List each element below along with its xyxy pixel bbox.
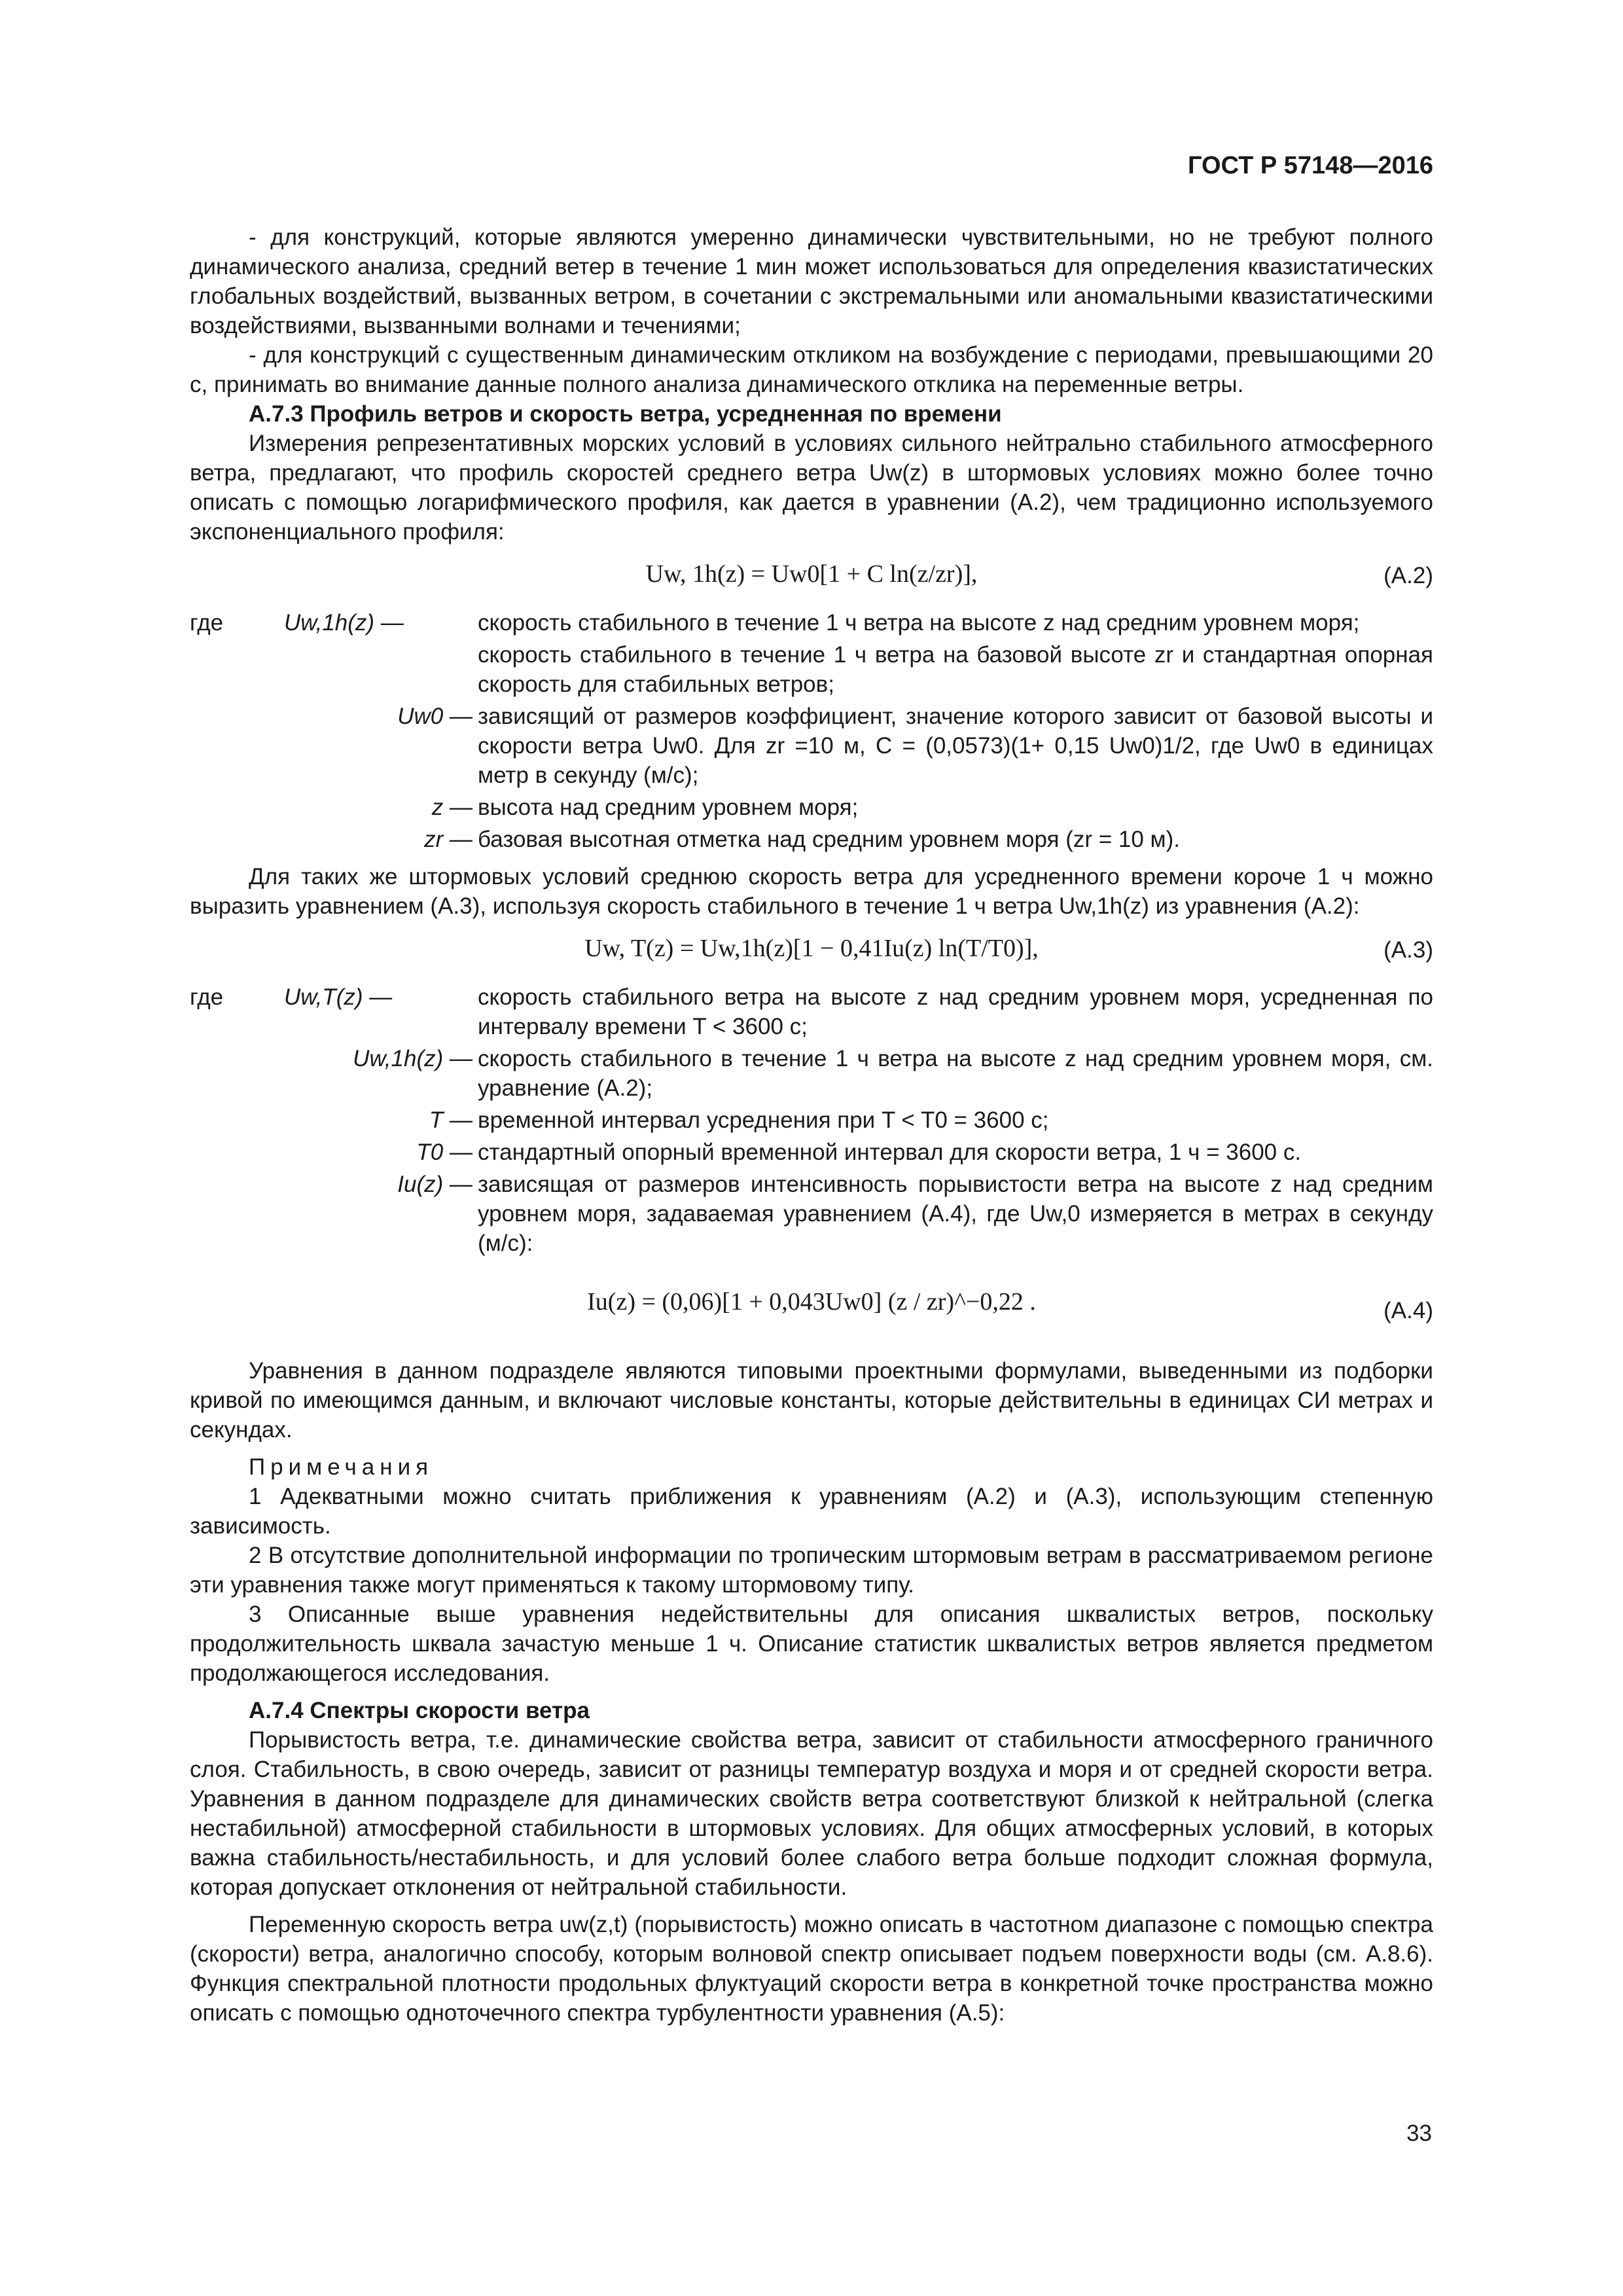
- where-text: скорость стабильного ветра на высоте z над средним уровнем моря, усредненная по интервалу времени T < 3600 с;: [478, 984, 1433, 1039]
- where-entry: [190, 982, 1433, 1041]
- where-prefix: [190, 1138, 281, 1167]
- where-text: скорость стабильного в течение 1 ч ветра на высоте z над средним уровнем моря;: [478, 610, 1360, 636]
- where-symbol: Uw,T(z) —: [284, 984, 393, 1010]
- where-prefix: [190, 825, 281, 854]
- where-text: скорость стабильного в течение 1 ч ветра на высоте z над средним уровнем моря, см. уравнение (А.2);: [478, 1046, 1433, 1101]
- paragraph: Уравнения в данном подразделе являются типовыми проектными формулами, выведенными из подборки кривой по имеющимся данным, и включают числовые константы, которые действительны в единицах СИ метрах и секундах.: [190, 1358, 1433, 1443]
- where-text: базовая высотная отметка над средним уровнем моря (zr = 10 м).: [478, 827, 1180, 852]
- note-item: 3 Описанные выше уравнения недействительны для описания шквалистых ветров, поскольку продолжительность шквала зачастую меньше 1 ч. Описание статистик шквалистых ветров является предметом продолжающегося исследования.: [190, 1602, 1433, 1686]
- where-entry: [190, 1138, 1433, 1167]
- equation-number: (А.2): [1383, 563, 1433, 588]
- intro-paragraph: - для конструкций, которые являются умеренно динамически чувствительными, но не требуют полного динамического анализа, средний ветер в течение 1 мин может использоваться для определения квазистатических глобальных воздействий, вызванных ветром, в сочетании с экстремальными или аномальными квазистатическими воздействиями, вызванными волнами и течениями;: [190, 224, 1433, 338]
- where-text: скорость стабильного в течение 1 ч ветра на базовой высоте zr и стандартная опорная скорость для стабильных ветров;: [478, 642, 1433, 697]
- paragraph: Для таких же штормовых условий среднюю скорость ветра для усредненного времени короче 1 ч можно выразить уравнением (А.3), используя скорость стабильного в течение 1 ч ветра Uw,1h(z) из уравнения (А.2):: [190, 864, 1433, 919]
- where-prefix: [190, 1170, 281, 1258]
- where-prefix: [190, 1105, 281, 1135]
- section-heading-a74: А.7.4 Спектры скорости ветра: [249, 1698, 590, 1723]
- where-text: зависящий от размеров коэффициент, значение которого зависит от базовой высоты и скорости ветра Uw0. Для zr =10 м, C = (0,0573)(1+ 0,15 Uw0)1/2, где Uw0 в единицах метр в секунду (м/с);: [478, 704, 1433, 788]
- where-entry: [190, 1044, 1433, 1103]
- where-text: зависящая от размеров интенсивность порывистости ветра на высоте z над средним уровнем моря, задаваемая уравнением (А.4), где Uw,0 измеряется в метрах в секунду (м/с):: [478, 1172, 1433, 1256]
- where-symbol: [281, 640, 478, 699]
- equation-number: (А.4): [1383, 1298, 1433, 1323]
- where-text: временной интервал усреднения при T < T0 = 3600 с;: [478, 1107, 1049, 1133]
- equation-a4: [190, 1258, 1433, 1356]
- where-entry: [190, 1105, 1433, 1135]
- where-symbol: Uw0 —: [397, 704, 473, 729]
- where-prefix: [190, 793, 281, 822]
- where-prefix: [190, 702, 281, 790]
- where-prefix: [190, 640, 281, 699]
- where-prefix: где: [190, 984, 224, 1010]
- equation-number: (А.3): [1383, 937, 1433, 963]
- section-heading-a73: А.7.3 Профиль ветров и скорость ветра, усредненная по времени: [249, 401, 1002, 427]
- equation-formula: Uw, 1h(z) = Uw0[1 + C ln(z/zr)],: [645, 560, 978, 588]
- paragraph: Измерения репрезентативных морских условий в условиях сильного нейтрально стабильного атмосферного ветра, предлагают, что профиль скоростей среднего ветра Uw(z) в штормовых условиях можно более точно описать с помощью логарифмического профиля, как дается в уравнении (А.2), чем традиционно используемого экспоненциального профиля:: [190, 431, 1433, 545]
- where-symbol: z —: [431, 795, 473, 820]
- equation-a3: [190, 921, 1433, 980]
- where-entry: [190, 825, 1433, 854]
- equation-formula: Uw, T(z) = Uw,1h(z)[1 − 0,41Iu(z) ln(T/T0)],: [584, 935, 1039, 962]
- equation-formula: Iu(z) = (0,06)[1 + 0,043Uw0] (z / zr)^−0,22 .: [587, 1288, 1036, 1316]
- where-symbol: Iu(z) —: [397, 1172, 473, 1197]
- note-item: 1 Адекватными можно считать приближения к уравнениям (А.2) и (А.3), использующим степенную зависимость.: [190, 1484, 1433, 1539]
- where-entry: [190, 793, 1433, 822]
- where-symbol: Uw,1h(z) —: [353, 1046, 473, 1071]
- paragraph: Переменную скорость ветра uw(z,t) (порывистость) можно описать в частотном диапазоне с помощью спектра (скорости) ветра, аналогично способу, которым волновой спектр описывает подъем поверхности воды (см. А.8.6). Функция спектральной плотности продольных флуктуаций скорости ветра в конкретной точке пространства можно описать с помощью одноточечного спектра турбулентности уравнения (А.5):: [190, 1912, 1433, 2026]
- notes-title: Примечания: [249, 1454, 434, 1480]
- where-text: высота над средним уровнем моря;: [478, 795, 859, 820]
- equation-a2: [190, 547, 1433, 605]
- where-entry: [190, 608, 1433, 637]
- paragraph: Порывистость ветра, т.е. динамические свойства ветра, зависит от стабильности атмосферного граничного слоя. Стабильность, в свою очередь, зависит от разницы температур воздуха и моря и от средней скорости ветра. Уравнения в данном подразделе для динамических свойств ветра соответствуют близкой к нейтральной (слегка нестабильной) атмосферной стабильности в штормовых условиях. Для общих атмосферных условий, в которых важна стабильность/нестабильность, и для условий более слабого ветра больше подходит сложная формула, которая допускает отклонения от нейтральной стабильности.: [190, 1727, 1433, 1900]
- where-prefix: [190, 1044, 281, 1103]
- where-symbol: Uw,1h(z) —: [284, 610, 404, 636]
- where-text: стандартный опорный временной интервал для скорости ветра, 1 ч = 3600 с.: [478, 1139, 1302, 1165]
- doc-code-header: ГОСТ Р 57148—2016: [1188, 152, 1433, 179]
- where-entry: [190, 702, 1433, 790]
- where-symbol: zr —: [424, 827, 473, 852]
- where-prefix: где: [190, 610, 224, 636]
- note-item: 2 В отсутствие дополнительной информации по тропическим штормовым ветрам в рассматриваемом регионе эти уравнения также могут применяться к такому штормовому типу.: [190, 1543, 1433, 1598]
- intro-paragraph: - для конструкций с существенным динамическим откликом на возбуждение с периодами, превышающими 20 с, принимать во внимание данные полного анализа динамического отклика на переменные ветры.: [190, 342, 1433, 397]
- page-body: [190, 223, 1433, 2028]
- where-symbol: T0 —: [416, 1139, 473, 1165]
- page-number: 33: [1406, 2121, 1432, 2146]
- where-entry: [190, 640, 1433, 699]
- where-symbol: T —: [429, 1107, 473, 1133]
- where-entry: [190, 1170, 1433, 1258]
